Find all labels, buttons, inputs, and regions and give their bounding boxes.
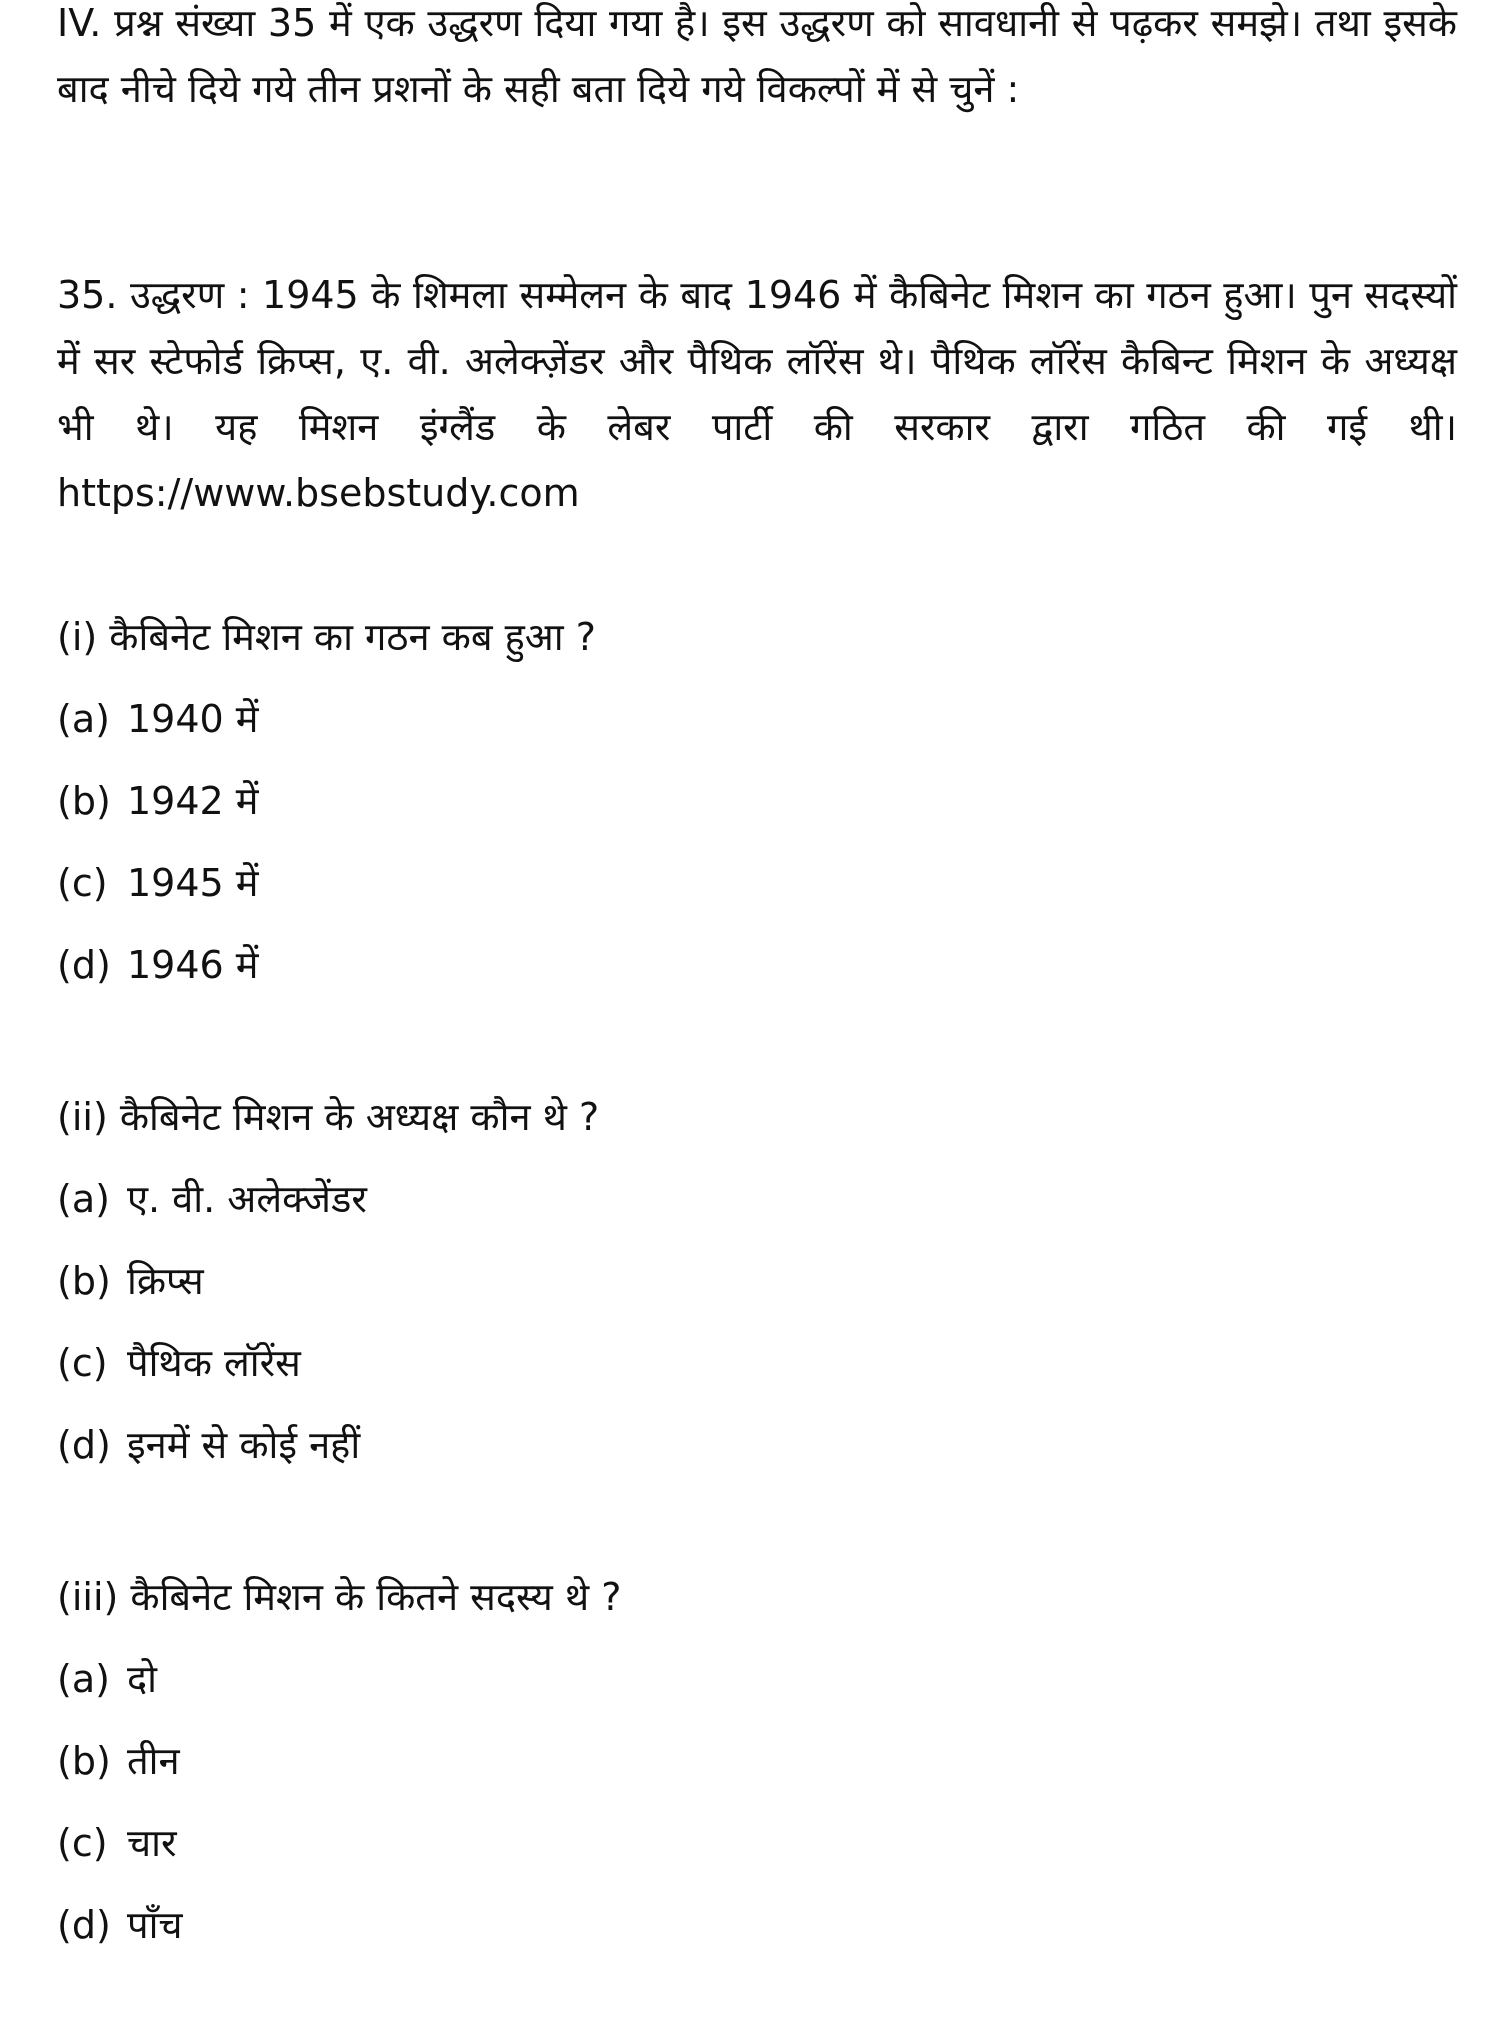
- question-text: (i) कैबिनेट मिशन का गठन कब हुआ ?: [57, 615, 596, 659]
- option-d: [57, 1404, 1457, 1486]
- option-text: 1940 में: [127, 697, 259, 741]
- option-text: 1946 में: [127, 943, 259, 987]
- option-c: [57, 1802, 1457, 1884]
- option-c: [57, 1322, 1457, 1404]
- option-label: (d): [57, 943, 111, 987]
- option-label: (b): [57, 1739, 111, 1783]
- options-list: [57, 678, 1457, 1006]
- option-a: [57, 678, 1457, 760]
- options-list: [57, 1638, 1457, 1966]
- option-text: दो: [127, 1657, 158, 1701]
- option-a: [57, 1638, 1457, 1720]
- question-2: [57, 1076, 1457, 1486]
- instruction-text: IV. प्रश्न संख्या 35 में एक उद्धरण दिया गया है। इस उद्धरण को सावधानी से पढ़कर समझे। तथा इसके बाद नीचे दिये गये तीन प्रशनों के सही बता दिये गये विकल्पों में से चुनें :: [57, 1, 1457, 111]
- option-text: पाँच: [127, 1903, 183, 1947]
- question-text: (iii) कैबिनेट मिशन के कितने सदस्य थे ?: [57, 1575, 622, 1619]
- options-list: [57, 1158, 1457, 1486]
- option-text: इनमें से कोई नहीं: [127, 1423, 361, 1467]
- option-d: [57, 924, 1457, 1006]
- passage-text: 35. उद्धरण : 1945 के शिमला सम्मेलन के बाद 1946 में कैबिनेट मिशन का गठन हुआ। पुन सदस्यों में सर स्टेफोर्ड क्रिप्स, ए. वी. अलेक्ज़ेंडर और पैथिक लॉरेंस थे। पैथिक लॉरेंस कैबिन्ट मिशन के अध्यक्ष भी थे। यह मिशन इंग्लैंड के लेबर पार्टी की सरकार द्वारा गठित की गई थी। https://www.bsebstudy.com: [57, 273, 1457, 515]
- option-label: (c): [57, 861, 108, 905]
- option-b: [57, 760, 1457, 842]
- option-text: 1942 में: [127, 779, 259, 823]
- question-3: [57, 1556, 1457, 1966]
- option-label: (a): [57, 1177, 110, 1221]
- question-1: [57, 596, 1457, 1006]
- document-page: [57, 0, 1457, 1966]
- option-c: [57, 842, 1457, 924]
- option-label: (d): [57, 1423, 111, 1467]
- option-text: 1945 में: [127, 861, 259, 905]
- option-label: (c): [57, 1341, 108, 1385]
- option-label: (b): [57, 779, 111, 823]
- option-label: (a): [57, 697, 110, 741]
- option-b: [57, 1240, 1457, 1322]
- option-text: पैथिक लॉरेंस: [127, 1341, 301, 1385]
- option-label: (b): [57, 1259, 111, 1303]
- option-d: [57, 1884, 1457, 1966]
- option-text: ए. वी. अलेक्जेंडर: [127, 1177, 367, 1221]
- option-label: (a): [57, 1657, 110, 1701]
- option-a: [57, 1158, 1457, 1240]
- option-text: क्रिप्स: [127, 1259, 204, 1303]
- question-text: (ii) कैबिनेट मिशन के अध्यक्ष कौन थे ?: [57, 1095, 600, 1139]
- option-b: [57, 1720, 1457, 1802]
- option-text: तीन: [127, 1739, 180, 1783]
- option-text: चार: [127, 1821, 177, 1865]
- option-label: (c): [57, 1821, 108, 1865]
- option-label: (d): [57, 1903, 111, 1947]
